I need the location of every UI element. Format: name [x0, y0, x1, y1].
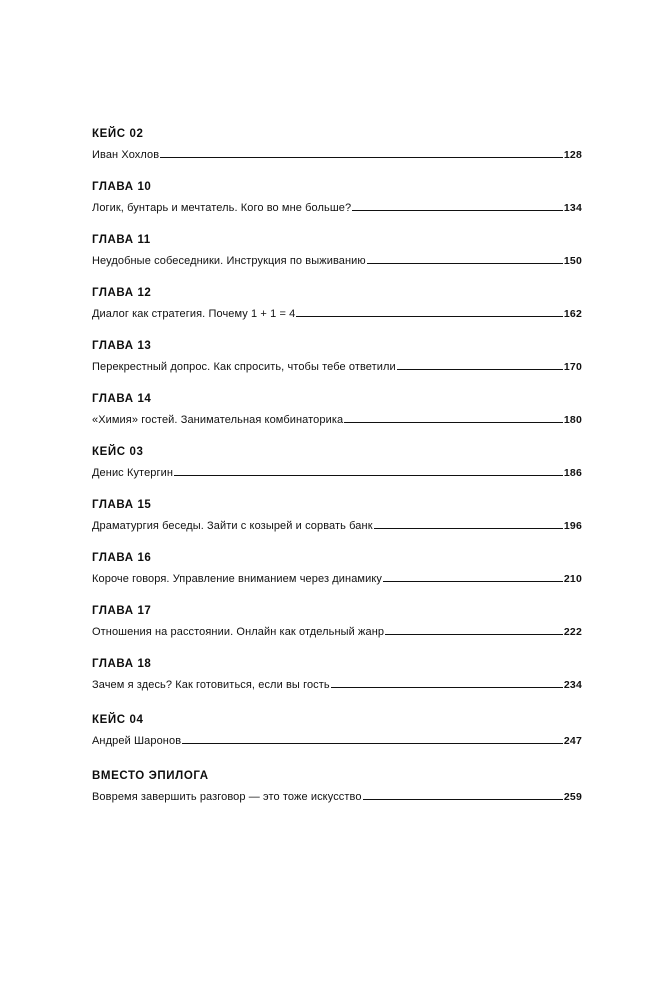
toc-entry-heading: КЕЙС 02	[92, 128, 144, 140]
toc-entry-heading: ВМЕСТО ЭПИЛОГА	[92, 770, 209, 782]
toc-entry	[92, 552, 582, 585]
toc-leader-line	[363, 799, 563, 800]
toc-entry-page: 234	[563, 679, 582, 691]
toc-entry-row	[92, 202, 582, 214]
toc-entry-row	[92, 791, 582, 803]
toc-leader-line	[367, 263, 563, 264]
toc-entry-page: 186	[563, 467, 582, 479]
toc-entry-row	[92, 467, 582, 479]
toc-entry-row	[92, 520, 582, 532]
toc-entry-heading: ГЛАВА 12	[92, 287, 152, 299]
toc-entry	[92, 605, 582, 638]
toc-entry-title: Отношения на расстоянии. Онлайн как отдельный жанр	[92, 626, 385, 638]
toc-entry-heading: ГЛАВА 14	[92, 393, 152, 405]
toc-entry-row	[92, 255, 582, 267]
toc-entry-title: Андрей Шаронов	[92, 735, 182, 747]
toc-entry-row	[92, 679, 582, 691]
toc-leader-line	[352, 210, 563, 211]
toc-entry	[92, 446, 582, 479]
toc-leader-line	[182, 743, 563, 744]
toc-entry-title: Денис Кутергин	[92, 467, 174, 479]
toc-entry	[92, 714, 582, 747]
toc-entry	[92, 181, 582, 214]
toc-leader-line	[331, 687, 563, 688]
toc-entry-title: «Химия» гостей. Занимательная комбинаторика	[92, 414, 344, 426]
toc-entry	[92, 287, 582, 320]
toc-entry	[92, 128, 582, 161]
toc-entry	[92, 770, 582, 803]
toc-leader-line	[160, 157, 563, 158]
table-of-contents	[92, 128, 582, 823]
toc-entry-page: 196	[563, 520, 582, 532]
toc-entry	[92, 499, 582, 532]
toc-entry-heading: КЕЙС 04	[92, 714, 144, 726]
toc-entry-page: 128	[563, 149, 582, 161]
toc-entry	[92, 393, 582, 426]
toc-entry-title: Логик, бунтарь и мечтатель. Кого во мне больше?	[92, 202, 352, 214]
toc-entry-title: Неудобные собеседники. Инструкция по выживанию	[92, 255, 366, 267]
toc-entry-row	[92, 414, 582, 426]
toc-entry-title: Диалог как стратегия. Почему 1 + 1 = 4	[92, 308, 296, 320]
toc-leader-line	[385, 634, 563, 635]
toc-entry	[92, 658, 582, 691]
toc-entry-title: Перекрестный допрос. Как спросить, чтобы тебе ответили	[92, 361, 396, 373]
toc-entry-title: Драматургия беседы. Зайти с козырей и сорвать банк	[92, 520, 373, 532]
toc-entry-row	[92, 361, 582, 373]
toc-entry-title: Иван Хохлов	[92, 149, 160, 161]
toc-entry	[92, 234, 582, 267]
toc-entry-page: 210	[563, 573, 582, 585]
toc-entry-heading: ГЛАВА 11	[92, 234, 151, 246]
toc-entry-heading: ГЛАВА 17	[92, 605, 152, 617]
toc-leader-line	[296, 316, 563, 317]
toc-leader-line	[174, 475, 563, 476]
toc-entry-row	[92, 308, 582, 320]
toc-entry-title: Зачем я здесь? Как готовиться, если вы гость	[92, 679, 330, 691]
toc-leader-line	[344, 422, 563, 423]
toc-entry-page: 134	[563, 202, 582, 214]
toc-entry-page: 180	[563, 414, 582, 426]
toc-entry-row	[92, 735, 582, 747]
toc-entry-row	[92, 573, 582, 585]
toc-leader-line	[374, 528, 563, 529]
toc-entry-heading: ГЛАВА 18	[92, 658, 152, 670]
toc-entry	[92, 340, 582, 373]
toc-entry-heading: ГЛАВА 10	[92, 181, 152, 193]
toc-entry-page: 222	[563, 626, 582, 638]
toc-entry-page: 162	[563, 308, 582, 320]
toc-entry-heading: КЕЙС 03	[92, 446, 144, 458]
toc-entry-heading: ГЛАВА 15	[92, 499, 152, 511]
toc-entry-row	[92, 626, 582, 638]
toc-entry-page: 247	[563, 735, 582, 747]
toc-entry-heading: ГЛАВА 16	[92, 552, 152, 564]
toc-entry-title: Вовремя завершить разговор — это тоже искусство	[92, 791, 362, 803]
toc-leader-line	[397, 369, 563, 370]
toc-entry-row	[92, 149, 582, 161]
toc-entry-heading: ГЛАВА 13	[92, 340, 152, 352]
toc-entry-page: 259	[563, 791, 582, 803]
toc-entry-page: 150	[563, 255, 582, 267]
toc-entry-title: Короче говоря. Управление вниманием через динамику	[92, 573, 382, 585]
toc-leader-line	[383, 581, 563, 582]
toc-entry-page: 170	[563, 361, 582, 373]
